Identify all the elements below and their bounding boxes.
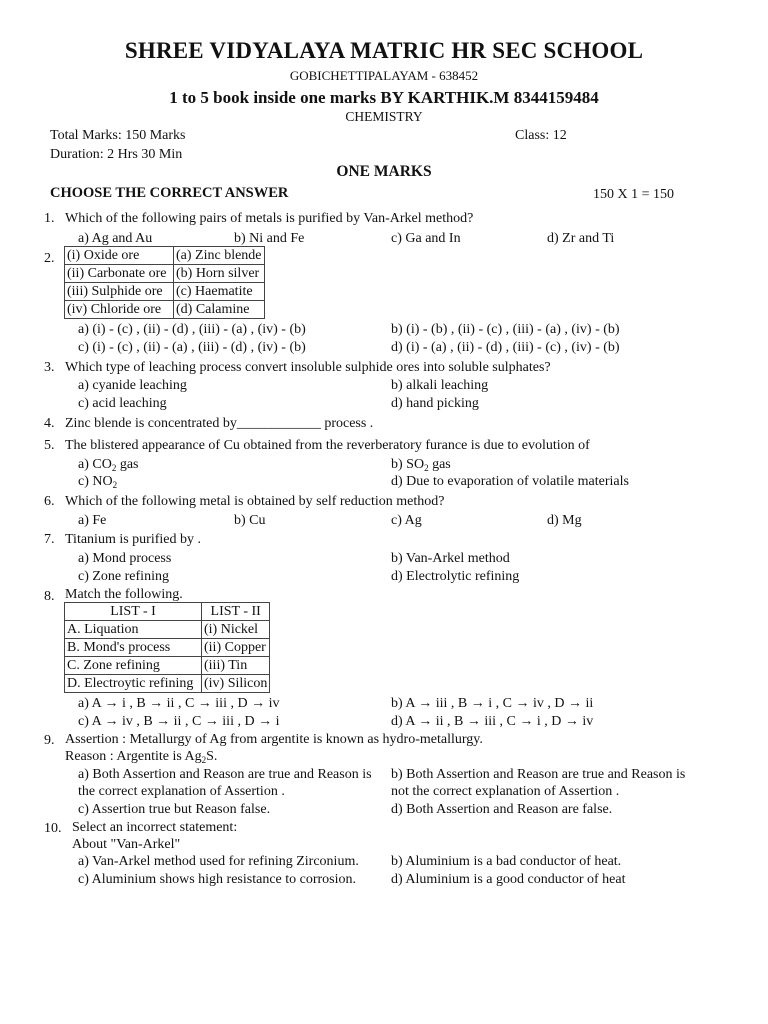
option-d: d) (i) - (a) , (ii) - (d) , (iii) - (c) , (iv) - (b) <box>391 340 620 355</box>
table-cell: (iii) Sulphide ore <box>65 283 174 301</box>
question-text: Zinc blende is concentrated by____________ process . <box>65 416 374 431</box>
total-marks: Total Marks: 150 Marks <box>50 128 186 143</box>
marks-calculation: 150 X 1 = 150 <box>593 187 675 202</box>
question-number: 3. <box>44 360 55 375</box>
list-match-table <box>64 602 270 693</box>
table-cell: (ii) Copper <box>202 639 270 657</box>
option-c: c) Ag <box>391 513 422 528</box>
option-text: gas <box>116 457 139 472</box>
table-row <box>65 265 265 283</box>
question-text: Match the following. <box>65 587 183 602</box>
option-b: b) Van-Arkel method <box>391 551 510 566</box>
option-b: b) Ni and Fe <box>234 231 305 246</box>
option-b-continued: not the correct explanation of Assertion . <box>391 784 620 799</box>
option-a <box>78 456 139 473</box>
table-cell: (d) Calamine <box>174 301 265 319</box>
option-d: d) Due to evaporation of volatile materials <box>391 474 629 489</box>
table-row <box>65 657 270 675</box>
option-d: d) A → ii , B → iii , C → i , D → iv <box>391 714 594 729</box>
option-c: c) (i) - (c) , (ii) - (a) , (iii) - (d) , (iv) - (b) <box>78 340 306 355</box>
question-text: Which of the following metal is obtained by self reduction method? <box>65 494 445 509</box>
option-c: c) Ga and In <box>391 231 461 246</box>
table-header: LIST - I <box>65 603 202 621</box>
option-d: d) Zr and Ti <box>547 231 615 246</box>
option-d: d) Both Assertion and Reason are false. <box>391 802 613 817</box>
option-a: a) Fe <box>78 513 107 528</box>
table-cell: (b) Horn silver <box>174 265 265 283</box>
table-row <box>65 247 265 265</box>
question-number: 2. <box>44 251 55 266</box>
option-d: d) Electrolytic refining <box>391 569 520 584</box>
table-cell: (c) Haematite <box>174 283 265 301</box>
table-header-row <box>65 603 270 621</box>
reason-text <box>65 748 217 765</box>
option-b: b) Aluminium is a bad conductor of heat. <box>391 854 622 869</box>
table-row <box>65 639 270 657</box>
option-b: b) (i) - (b) , (ii) - (c) , (iii) - (a) , (iv) - (b) <box>391 322 620 337</box>
subscript: 2 <box>201 755 207 765</box>
table-row <box>65 621 270 639</box>
assertion-text: Assertion : Metallurgy of Ag from argentite is known as hydro-metallurgy. <box>65 732 483 747</box>
table-cell: C. Zone refining <box>65 657 202 675</box>
subscript: 2 <box>111 463 117 473</box>
duration: Duration: 2 Hrs 30 Min <box>50 147 183 162</box>
table-cell: D. Electroytic refining <box>65 675 202 693</box>
option-b: b) Both Assertion and Reason are true and Reason is <box>391 767 686 782</box>
table-cell: B. Mond's process <box>65 639 202 657</box>
question-subtext: About "Van-Arkel" <box>72 837 181 852</box>
subscript: 2 <box>424 463 429 473</box>
option-a: a) (i) - (c) , (ii) - (d) , (iii) - (a) , (iv) - (b) <box>78 322 306 337</box>
instruction: CHOOSE THE CORRECT ANSWER <box>50 185 289 201</box>
table-cell: (a) Zinc blende <box>174 247 265 265</box>
table-cell: (iv) Chloride ore <box>65 301 174 319</box>
option-text: c) NO <box>78 474 113 489</box>
option-b: b) A → iii , B → i , C → iv , D → ii <box>391 696 594 711</box>
table-cell: (i) Nickel <box>202 621 270 639</box>
question-number: 8. <box>44 589 55 604</box>
book-line: 1 to 5 book inside one marks BY KARTHIK.M 8344159484 <box>169 88 599 107</box>
option-text: gas <box>428 457 451 472</box>
table-row <box>65 301 265 319</box>
question-number: 9. <box>44 733 55 748</box>
table-row <box>65 283 265 301</box>
question-number: 6. <box>44 494 55 509</box>
option-d: d) hand picking <box>391 396 479 411</box>
class-label: Class: 12 <box>515 128 567 143</box>
school-name: SHREE VIDYALAYA MATRIC HR SEC SCHOOL <box>124 38 644 63</box>
table-cell: (iii) Tin <box>202 657 270 675</box>
table-cell: A. Liquation <box>65 621 202 639</box>
question-text: The blistered appearance of Cu obtained from the reverberatory furance is due to evolution of <box>65 438 590 453</box>
question-text: Which of the following pairs of metals is purified by Van-Arkel method? <box>65 211 474 226</box>
ore-match-table <box>64 246 265 319</box>
subject-title: CHEMISTRY <box>345 109 423 124</box>
option-d: d) Aluminium is a good conductor of heat <box>391 872 626 887</box>
question-number: 1. <box>44 211 55 226</box>
option-d: d) Mg <box>547 513 582 528</box>
question-number: 10. <box>44 821 62 836</box>
option-text: a) CO <box>78 457 112 472</box>
question-text: Which type of leaching process convert insoluble sulphide ores into soluble sulphates? <box>65 360 551 375</box>
option-c: c) acid leaching <box>78 396 167 411</box>
option-b <box>391 456 451 473</box>
section-title: ONE MARKS <box>336 163 432 180</box>
question-number: 7. <box>44 532 55 547</box>
option-a: a) Mond process <box>78 551 172 566</box>
table-cell: (iv) Silicon <box>202 675 270 693</box>
option-c: c) Zone refining <box>78 569 169 584</box>
table-header: LIST - II <box>202 603 270 621</box>
option-a: a) cyanide leaching <box>78 378 187 393</box>
reason-part: S. <box>206 749 218 764</box>
school-address: GOBICHETTIPALAYAM - 638452 <box>289 68 479 83</box>
table-cell: (ii) Carbonate ore <box>65 265 174 283</box>
question-number: 5. <box>44 438 55 453</box>
option-text: b) SO <box>391 457 425 472</box>
question-number: 4. <box>44 416 55 431</box>
option-a: a) Ag and Au <box>78 231 153 246</box>
option-b: b) alkali leaching <box>391 378 489 393</box>
table-row <box>65 675 270 693</box>
option-c: c) A → iv , B → ii , C → iii , D → i <box>78 714 280 729</box>
option-a: a) Both Assertion and Reason are true and Reason is <box>78 767 372 782</box>
option-c <box>78 473 117 490</box>
option-c: c) Aluminium shows high resistance to corrosion. <box>78 872 357 887</box>
option-b: b) Cu <box>234 513 266 528</box>
option-a: a) Van-Arkel method used for refining Zirconium. <box>78 854 359 869</box>
option-a: a) A → i , B → ii , C → iii , D → iv <box>78 696 280 711</box>
option-c: c) Assertion true but Reason false. <box>78 802 271 817</box>
reason-part: Reason : Argentite is Ag <box>65 749 202 764</box>
option-a-continued: the correct explanation of Assertion . <box>78 784 285 799</box>
table-cell: (i) Oxide ore <box>65 247 174 265</box>
question-text: Select an incorrect statement: <box>72 820 238 835</box>
subscript: 2 <box>112 480 118 490</box>
question-text: Titanium is purified by . <box>65 532 201 547</box>
